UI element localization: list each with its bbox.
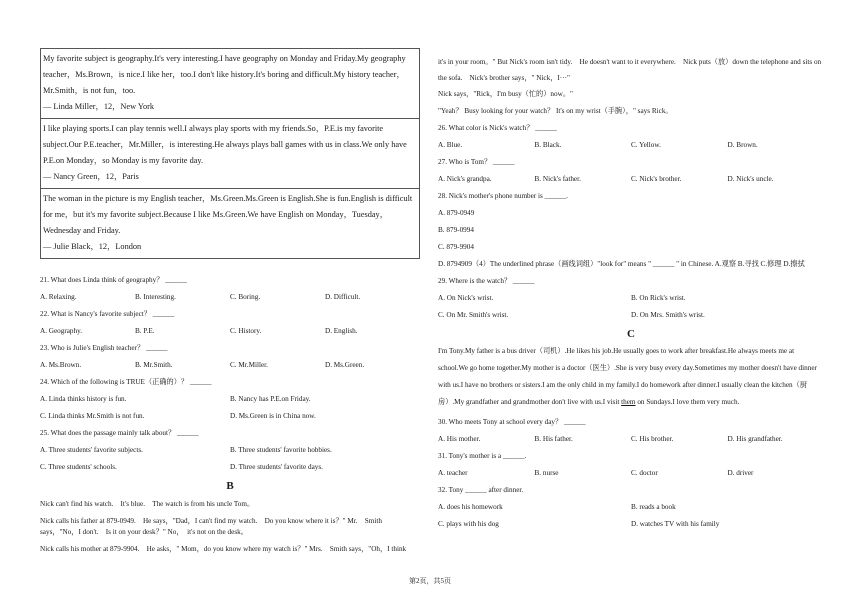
section-b-continuation: "Yeah？ Busy looking for your watch？ It's on my wrist（手腕），" says Rick。: [438, 107, 673, 115]
option-a[interactable]: A. Geography.: [40, 327, 83, 335]
passage-text: I'm Tony.My father is a bus driver（司机）.He likes his job.He usually goes to work after breakfast.He always meets me at school.We go home together.My mother is a doctor（医生）.She is very busy every day.Sometimes my mother doesn't have dinner with us.I have no brothers or sisters.I am the only child in my family.I do homework after dinner.I usually clean the kitchen（厨房）.My grandfather and grandmother don't live with us.I visit: [438, 347, 817, 406]
options: [438, 468, 824, 479]
option-d[interactable]: D. driver: [727, 469, 754, 477]
left-column: [40, 48, 420, 555]
options: [438, 174, 824, 185]
option-c[interactable]: C. Three students' schools.: [40, 463, 117, 471]
question-32: [438, 485, 824, 530]
option-b[interactable]: B. His father.: [534, 435, 573, 443]
options-row-1: [438, 293, 824, 304]
entry-signature: — Nancy Green，12，Paris: [43, 172, 139, 181]
entry-signature: — Linda Miller，12，New York: [43, 102, 155, 111]
question-text: 31. Tony's mother is a ______.: [438, 452, 527, 460]
section-b-heading: B: [226, 480, 234, 492]
question-22: [40, 309, 420, 337]
question-21: [40, 275, 420, 303]
option-c[interactable]: C. Mr.Miller.: [230, 361, 268, 369]
option-a[interactable]: A. 879-0949: [438, 209, 475, 217]
question-text: 26. What color is Nick's watch？ ______: [438, 124, 557, 132]
option-d[interactable]: D. Nick's uncle.: [727, 175, 774, 183]
option-a[interactable]: A. Blue.: [438, 141, 463, 149]
passage-a-table: [40, 48, 420, 259]
option-b[interactable]: B. 879-0994: [438, 226, 474, 234]
option-d[interactable]: D. His grandfather.: [727, 435, 783, 443]
question-28: [438, 191, 824, 270]
entry-text: I like playing sports.I can play tennis well.I always play sports with my friends.So，P.E.is my favorite subject.Our P.E.teacher，Mr.Miller，is interesting.He always plays ball games with us in class.We only have P.E.on Monday，so Monday is my favorite day.: [43, 124, 407, 165]
option-a[interactable]: A. Linda thinks history is fun.: [40, 395, 127, 403]
section-b-paragraph: Nick calls his mother at 879-9904. He asks，" Mom，do you know where my watch is？" Mrs. Smith says，"Oh，I think: [40, 545, 407, 553]
options-row-1: [438, 502, 824, 513]
option-c[interactable]: C. doctor: [631, 469, 658, 477]
question-text: 24. Which of the following is TRUE（正确的）？ ______: [40, 378, 212, 386]
underlined-word: them: [621, 398, 636, 406]
question-text: 30. Who meets Tony at school every day？ ______: [438, 418, 586, 426]
question-text: 32. Tony ______ after dinner.: [438, 486, 524, 494]
section-b-paragraph: Nick can't find his watch. It's blue. The watch is from his uncle Tom。: [40, 500, 255, 508]
question-text: 25. What does the passage mainly talk about？ ______: [40, 429, 199, 437]
option-b[interactable]: B. Nick's father.: [534, 175, 581, 183]
entry-signature: — Julie Black，12，London: [43, 242, 142, 251]
question-25: [40, 428, 420, 473]
question-30: [438, 417, 824, 445]
section-b-paragraph: Nick calls his father at 879-0949. He says，"Dad，I can't find my watch. Do you know where it is？" Mr. Smith says，"No，I don't. Is it on your desk？" No， it's not on the desk。: [40, 517, 382, 536]
passage-text: on Sundays.I love them very much.: [635, 398, 740, 406]
option-a[interactable]: A. teacher: [438, 469, 468, 477]
question-27: [438, 157, 824, 185]
option-c[interactable]: C. plays with his dog: [438, 520, 499, 528]
section-b-continuation: it's in your room。" But Nick's room isn't tidy. He doesn't want to it everywhere. Nick puts（放）down the telephone and sits on the sofa. Nick's brother says，" Nick，I···": [438, 58, 822, 82]
option-d[interactable]: D. English.: [325, 327, 358, 335]
question-text: 21. What does Linda think of geography？ ______: [40, 276, 187, 284]
option-d[interactable]: D. Brown.: [727, 141, 758, 149]
option-c[interactable]: C. Linda thinks Mr.Smith is not fun.: [40, 412, 145, 420]
options: [438, 434, 824, 445]
question-text: 22. What is Nancy's favorite subject？ ______: [40, 310, 175, 318]
question-31: [438, 451, 824, 479]
option-c[interactable]: C. On Mr. Smith's wrist.: [438, 311, 509, 319]
option-b[interactable]: B. P.E.: [135, 327, 155, 335]
question-text: 29. Where is the watch？ ______: [438, 277, 535, 285]
question-29: [438, 276, 824, 321]
options-row-1: [40, 445, 420, 456]
options-row-1: [40, 394, 420, 405]
option-c[interactable]: C. Yellow.: [631, 141, 661, 149]
option-b[interactable]: B. nurse: [534, 469, 559, 477]
passage-a-entry-julie: [41, 189, 419, 258]
option-c[interactable]: C. 879-9904: [438, 243, 474, 251]
options-row-2: [438, 310, 824, 321]
option-c[interactable]: C. Boring.: [230, 293, 261, 301]
option-b[interactable]: B. On Rick's wrist.: [631, 294, 686, 302]
option-a[interactable]: A. Relaxing.: [40, 293, 77, 301]
passage-a-entry-linda: [41, 49, 419, 119]
passage-a-entry-nancy: [41, 119, 419, 189]
option-a[interactable]: A. does his homework: [438, 503, 503, 511]
options-row-2: [40, 462, 420, 473]
option-b[interactable]: B. Mr.Smith.: [135, 361, 173, 369]
entry-text: My favorite subject is geography.It's very interesting.I have geography on Monday and Friday.My geography teacher，Ms.Brown，is nice.I like her，too.I don't like history.It's boring and difficult.My history teacher，Mr.Smith，is not fun，too.: [43, 54, 406, 95]
section-c-heading: C: [627, 328, 635, 340]
option-c[interactable]: C. History.: [230, 327, 262, 335]
options: [438, 140, 824, 151]
option-d[interactable]: D. On Mrs. Smith's wrist.: [631, 311, 705, 319]
question-text: 28. Nick's mother's phone number is ______.: [438, 192, 568, 200]
option-a[interactable]: A. His mother.: [438, 435, 481, 443]
option-d[interactable]: D. Three students' favorite days.: [230, 463, 323, 471]
option-c[interactable]: C. His brother.: [631, 435, 674, 443]
question-26: [438, 123, 824, 151]
options: [40, 326, 420, 337]
option-b[interactable]: B. Nancy has P.E.on Friday.: [230, 395, 311, 403]
question-text: 23. Who is Julie's English teacher？ ______: [40, 344, 168, 352]
page-footer: 第2页，共5页: [409, 577, 451, 585]
question-23: [40, 343, 420, 371]
option-d[interactable]: D. Difficult.: [325, 293, 361, 301]
option-b[interactable]: B. Interesting.: [135, 293, 176, 301]
option-a[interactable]: A. Ms.Brown.: [40, 361, 82, 369]
option-b[interactable]: B. Black.: [534, 141, 562, 149]
option-d-and-vocab-question: D. 8794909（4）The underlined phrase（画线词组）"look for" means " ______ " in Chinese. A.观察 B.寻找 C.修理 D.擦拭: [438, 260, 805, 268]
options-row-2: [40, 411, 420, 422]
option-a[interactable]: A. Three students' favorite subjects.: [40, 446, 143, 454]
section-c-passage: [438, 343, 824, 411]
option-c[interactable]: C. Nick's brother.: [631, 175, 682, 183]
option-a[interactable]: A. Nick's grandpa.: [438, 175, 492, 183]
option-d[interactable]: D. Ms.Green.: [325, 361, 365, 369]
question-text: 27. Who is Tom？ ______: [438, 158, 515, 166]
option-d[interactable]: D. Ms.Green is in China now.: [230, 412, 316, 420]
question-24: [40, 377, 420, 422]
right-column: [438, 54, 824, 530]
option-b[interactable]: B. Three students' favorite hobbies.: [230, 446, 332, 454]
options-row-2: [438, 519, 824, 530]
options: [40, 360, 420, 371]
option-d[interactable]: D. watches TV with his family: [631, 520, 720, 528]
option-a[interactable]: A. On Nick's wrist.: [438, 294, 494, 302]
entry-text: The woman in the picture is my English teacher，Ms.Green.Ms.Green is English.She is fun.English is difficult for me，but it's my favorite subject.Because I like Ms.Green.We have English on Monday，Tuesday，Wednesday and Friday.: [43, 194, 413, 235]
options: [40, 292, 420, 303]
option-b[interactable]: B. reads a book: [631, 503, 676, 511]
section-b-continuation: Nick says，"Rick，I'm busy（忙的）now。": [438, 90, 573, 98]
